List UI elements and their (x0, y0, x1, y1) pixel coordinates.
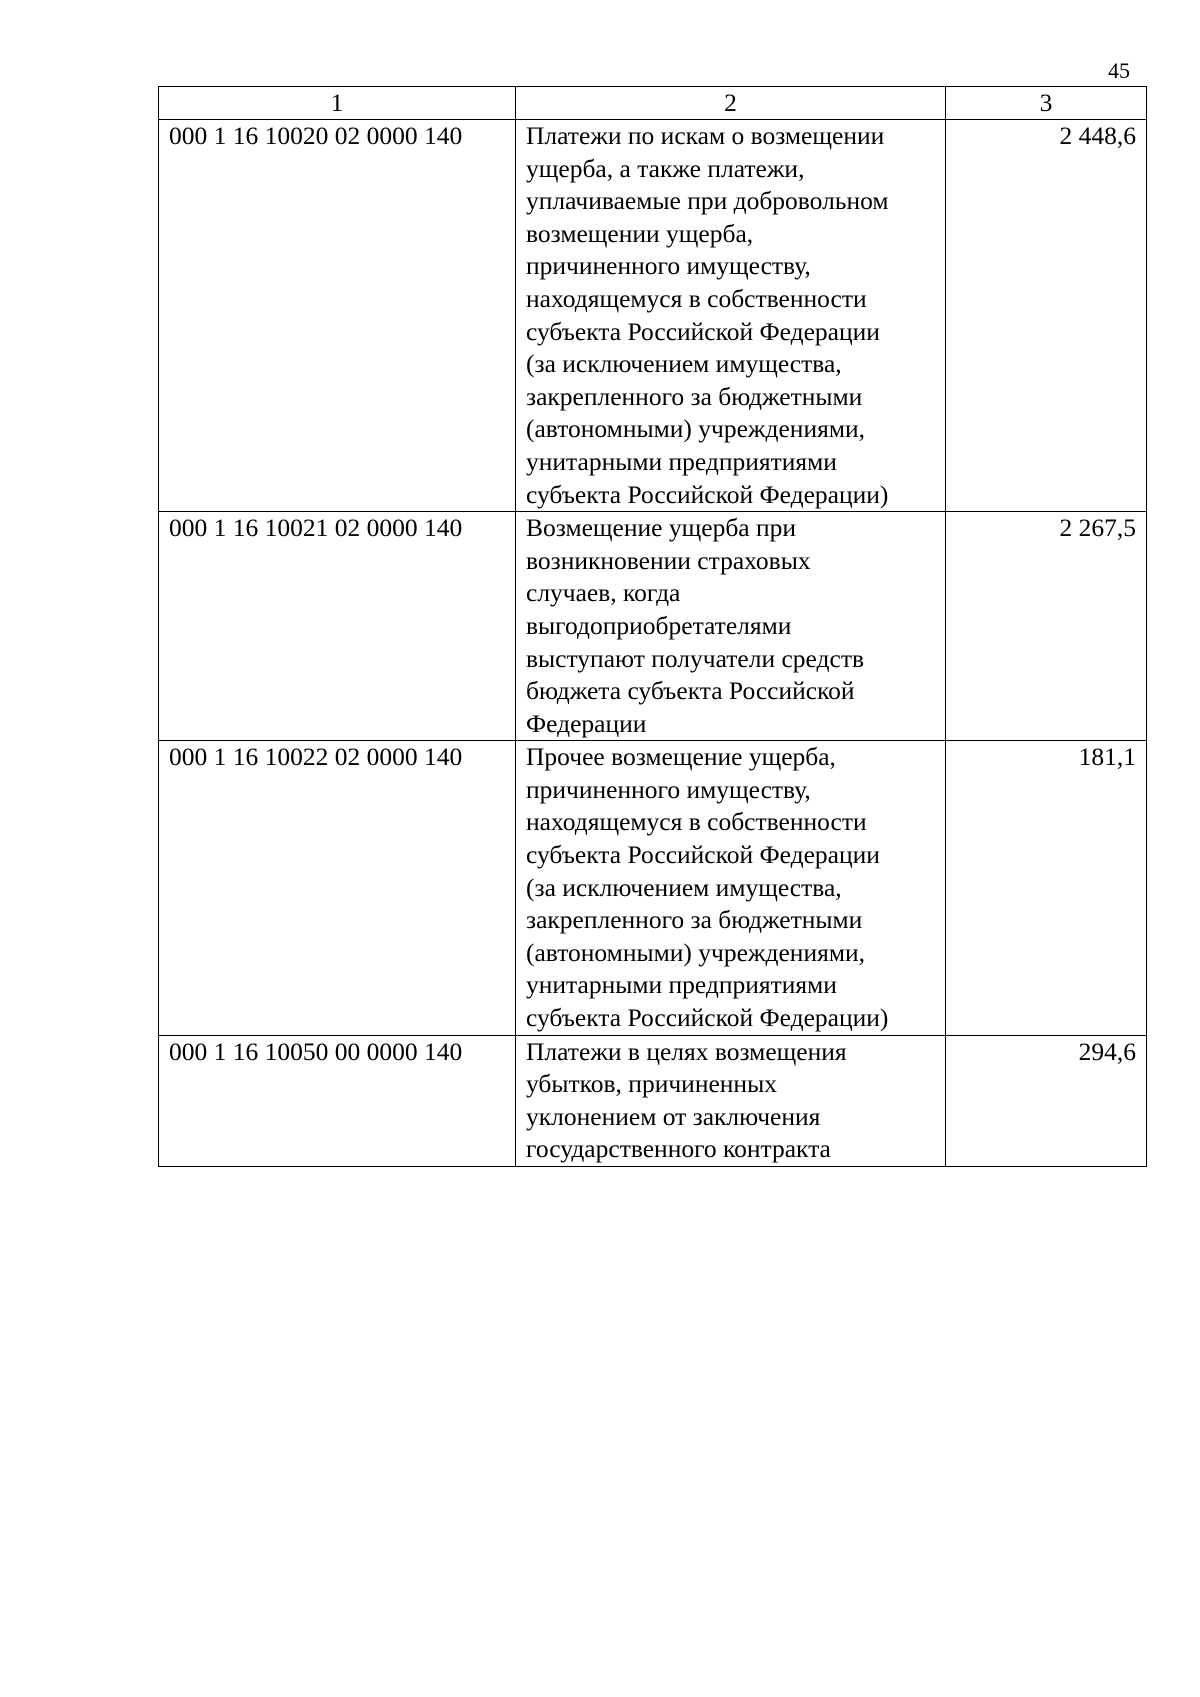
table-row (159, 1035, 1147, 1166)
revenue-description: Прочее возмещение ущерба, причиненного имуществу, находящемуся в собственности субъекта Российской Федерации (за исключением имущества, закрепленного за бюджетными (автономными) учреждениями, унитарными предприятиями субъекта Российской Федерации) (516, 741, 946, 1035)
revenue-amount: 181,1 (946, 741, 1147, 1035)
column-header-3: 3 (946, 87, 1147, 120)
revenue-amount: 294,6 (946, 1035, 1147, 1166)
revenue-code: 000 1 16 10022 02 0000 140 (159, 741, 516, 1035)
table-row (159, 120, 1147, 512)
page-number: 45 (1108, 58, 1130, 83)
revenue-code: 000 1 16 10021 02 0000 140 (159, 512, 516, 741)
table-row (159, 512, 1147, 741)
revenue-description: Платежи по искам о возмещении ущерба, а также платежи, уплачиваемые при добровольном возмещении ущерба, причиненного имуществу, находящемуся в собственности субъекта Российской Федерации (за исключением имущества, закрепленного за бюджетными (автономными) учреждениями, унитарными предприятиями субъекта Российской Федерации) (516, 120, 946, 512)
revenue-amount: 2 448,6 (946, 120, 1147, 512)
revenue-description: Возмещение ущерба при возникновении страховых случаев, когда выгодоприобретателями выступают получатели средств бюджета субъекта Российской Федерации (516, 512, 946, 741)
budget-revenue-table (158, 86, 1147, 1167)
column-header-2: 2 (516, 87, 946, 120)
table-row (159, 741, 1147, 1035)
column-header-1: 1 (159, 87, 516, 120)
revenue-code: 000 1 16 10020 02 0000 140 (159, 120, 516, 512)
revenue-description: Платежи в целях возмещения убытков, причиненных уклонением от заключения государственного контракта (516, 1035, 946, 1166)
revenue-code: 000 1 16 10050 00 0000 140 (159, 1035, 516, 1166)
revenue-amount: 2 267,5 (946, 512, 1147, 741)
table-header-row (159, 87, 1147, 120)
